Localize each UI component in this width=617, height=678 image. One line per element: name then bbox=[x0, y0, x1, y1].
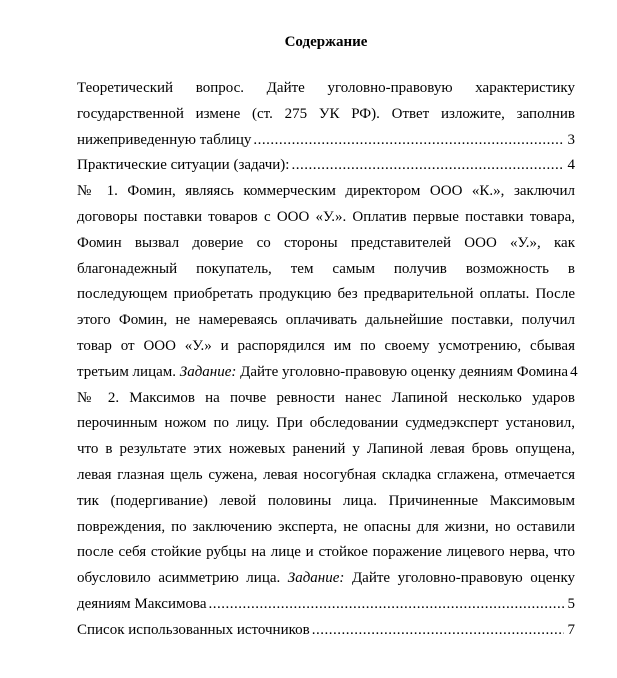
toc-entry-text: № 1. Фомин, являясь коммерческим директором ООО «К.», заключил договоры поставки товаров с ООО «У.». Оплатив первые поставки товара, Фомин вызвал доверие со стороны представителей ООО «У.», как благонадежный покупатель, тем самым получив возможность в последующем приобретать продукцию без предварительной оплаты. После этого Фомин, не намереваясь оплачивать дальнейшие поставки, получил товар от ООО «У.» и распорядился им по своему усмотрению, сбывая bbox=[77, 183, 575, 354]
toc-entry-text-end: нижеприведенную таблицу bbox=[77, 131, 252, 148]
toc-entry-text: Теоретический вопрос. Дайте уголовно-правовую характеристику государственной измене (ст. 275 УК РФ). Ответ изложите, заполнив bbox=[77, 80, 575, 122]
toc-entry-lastline bbox=[77, 618, 575, 644]
toc-entry-text-end: Практические ситуации (задачи): bbox=[77, 157, 290, 174]
dot-leader bbox=[209, 592, 564, 618]
toc-entry-text bbox=[77, 386, 575, 592]
toc-entry-lastline bbox=[77, 153, 575, 179]
toc-entry-lastline bbox=[77, 128, 575, 154]
toc-entry-text-tail: Дайте уголовно-правовую оценку bbox=[351, 570, 576, 587]
page-number: 4 bbox=[570, 363, 578, 380]
toc-entry-lastline bbox=[77, 592, 575, 618]
toc-entry-sources[interactable] bbox=[77, 618, 575, 644]
page-number: 5 bbox=[567, 595, 575, 612]
toc-entry-task-1[interactable] bbox=[77, 179, 578, 385]
page-number: 4 bbox=[567, 157, 575, 174]
toc-entry-text-end: Дайте уголовно-правовую оценку деяниям Фомина bbox=[240, 363, 569, 380]
page-number: 7 bbox=[567, 621, 575, 638]
toc-entry-task-2[interactable] bbox=[77, 386, 575, 618]
task-label: Задание: bbox=[179, 363, 237, 380]
dot-leader bbox=[291, 153, 563, 179]
toc-entry-lastline bbox=[77, 360, 578, 386]
page-number: 3 bbox=[567, 131, 575, 148]
dot-leader bbox=[312, 618, 564, 644]
task-label: Задание: bbox=[287, 570, 345, 587]
dot-leader bbox=[253, 128, 563, 154]
toc-entry-text-end: деяниям Максимова bbox=[77, 595, 207, 612]
toc-entry-text-end: Список использованных источников bbox=[77, 621, 310, 638]
toc-title: Содержание bbox=[284, 34, 368, 50]
toc-entry-theory[interactable] bbox=[77, 76, 575, 153]
table-of-contents bbox=[77, 76, 578, 644]
toc-entry-practice[interactable] bbox=[77, 153, 575, 179]
toc-entry-text-main: № 2. Максимов на почве ревности нанес Лапиной несколько ударов перочинным ножом по лицу. При обследовании судмедэксперт установил, что в результате этих ножевых ранений у Лапиной левая бровь опущена, левая глазная щель сужена, левая носогубная складка сглажена, отмечается тик (подергивание) левой половины лица. Причиненные Максимовым повреждения, по заключению эксперта, не опасны для жизни, но оставили после себя стойкие рубцы на лице и стойкое поражение лицевого нерва, что обусловило асимметрию лица. bbox=[77, 389, 575, 587]
toc-entry-text-prefix: третьим лицам. bbox=[77, 363, 177, 380]
